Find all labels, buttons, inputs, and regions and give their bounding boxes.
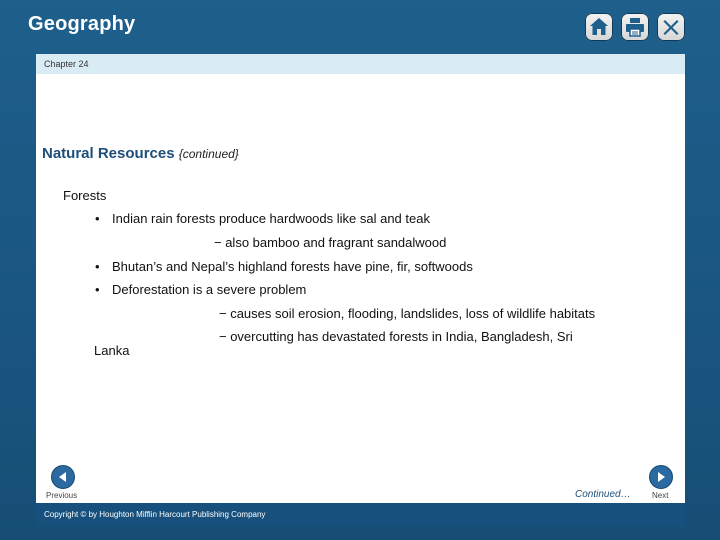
section-heading: Forests <box>63 188 107 203</box>
slide-title-continued: {continued} <box>178 147 239 161</box>
previous-label[interactable]: Previous <box>46 491 78 500</box>
next-button[interactable] <box>649 465 673 489</box>
bullet-glyph: • <box>95 282 100 297</box>
sub-point: − causes soil erosion, flooding, landslides, loss of wildlife habitats <box>219 306 596 321</box>
slide-title <box>42 145 239 162</box>
sub-point: − also bamboo and fragrant sandalwood <box>214 235 447 250</box>
bullet-item: Indian rain forests produce hardwoods like sal and teak <box>112 211 430 226</box>
close-button[interactable] <box>657 13 685 41</box>
print-icon <box>623 15 647 39</box>
sub-point-wrap: Lanka <box>94 343 130 358</box>
copyright-text: Copyright © by Houghton Mifflin Harcourt Publishing Company <box>44 510 266 519</box>
next-label[interactable]: Next <box>652 491 669 500</box>
slide-title-text: Natural Resources <box>42 145 175 162</box>
bullet-glyph: • <box>95 259 100 274</box>
slide-panel <box>36 54 685 526</box>
arrow-right-icon <box>654 470 668 484</box>
previous-button[interactable] <box>51 465 75 489</box>
continued-label: Continued… <box>575 489 631 500</box>
chapter-bar <box>36 54 685 74</box>
bullet-item: Bhutan’s and Nepal’s highland forests have pine, fir, softwoods <box>112 259 473 274</box>
close-icon <box>659 15 683 39</box>
print-button[interactable] <box>621 13 649 41</box>
arrow-left-icon <box>56 470 70 484</box>
chapter-label: Chapter 24 <box>44 59 89 69</box>
bullet-item: Deforestation is a severe problem <box>112 282 307 297</box>
sub-point: − overcutting has devastated forests in India, Bangladesh, Sri <box>219 329 573 344</box>
app-title: Geography <box>28 13 136 35</box>
bullet-glyph: • <box>95 211 100 226</box>
footer-bar <box>36 503 685 526</box>
home-icon <box>587 15 611 39</box>
home-button[interactable] <box>585 13 613 41</box>
